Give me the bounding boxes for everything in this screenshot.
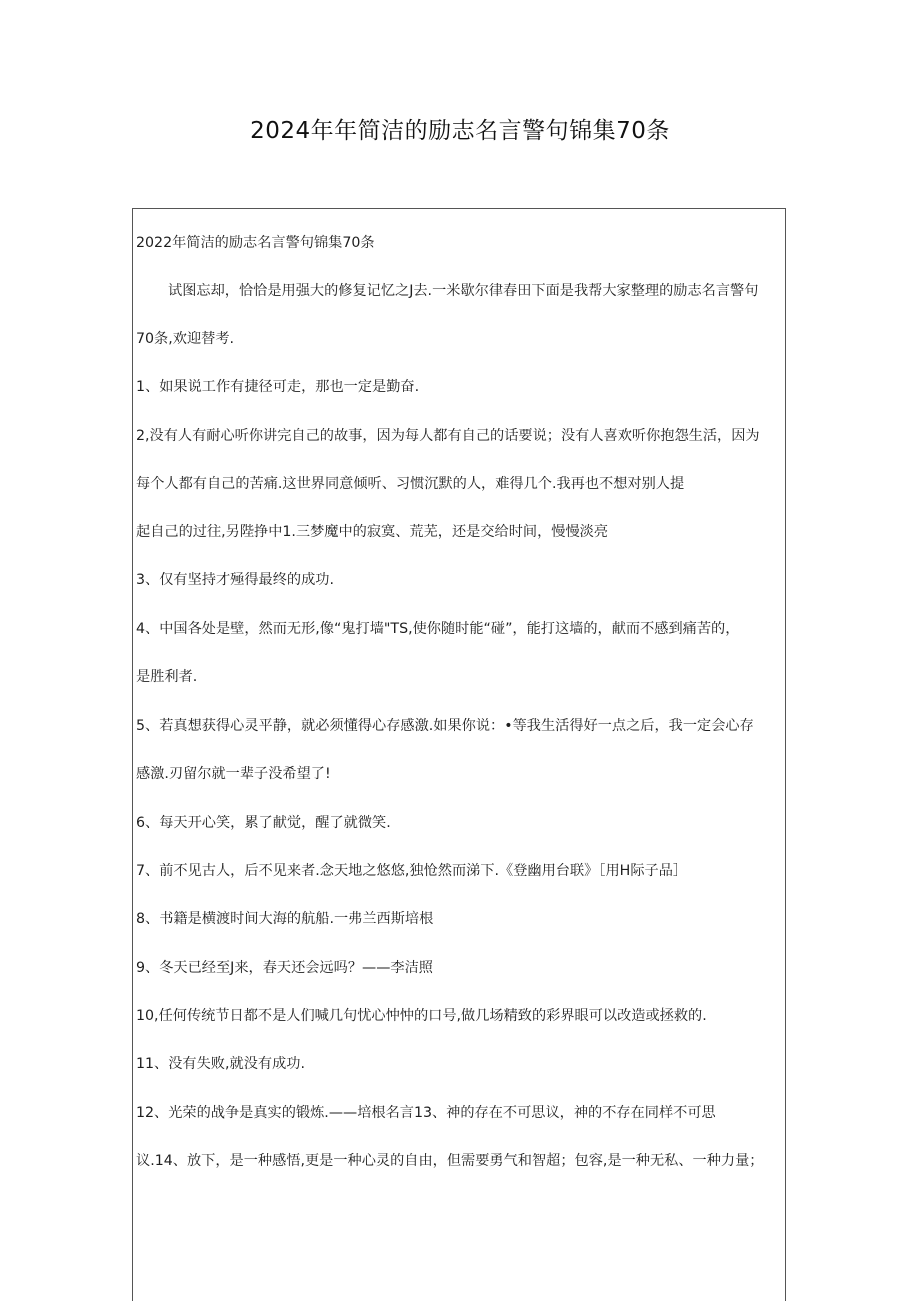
text-line: 70条,欢迎替考. <box>136 331 235 347</box>
text-line: 8、书籍是横渡时间大海的航船.一弗兰西斯培根 <box>136 911 434 927</box>
document-title: 2024年年简洁的励志名言警句锦集70条 <box>250 118 670 144</box>
text-line: 2022年简洁的励志名言警句锦集70条 <box>136 235 375 251</box>
text-line: 试图忘却，恰恰是用强大的修复记忆之J去.一米歇尔律春田下面是我帮大家整理的励志名言警句 <box>168 283 759 299</box>
text-line: 起自己的过往,另陛挣中1.三梦魔中的寂寞、荒芜，还是交给时间，慢慢淡亮 <box>136 524 609 540</box>
content-box <box>132 208 786 1301</box>
text-line: 2,没有人有耐心听你讲完自己的故事，因为每人都有自己的话要说；没有人喜欢听你抱怨生活，因为 <box>136 428 760 444</box>
text-line: 每个人都有自己的苦痛.这世界同意倾听、习惯沉默的人，难得几个.我再也不想对别人提 <box>136 476 685 492</box>
text-line: 感激.刃留尔就一辈子没希望了! <box>136 766 331 782</box>
text-line: 3、仅有坚持才殛得最终的成功. <box>136 572 334 588</box>
text-line: 6、每天开心笑，累了献觉，醒了就微笑. <box>136 815 391 831</box>
text-line: 11、没有失败,就没有成功. <box>136 1056 305 1072</box>
text-line: 4、中国各处是壁，然而无形,像“鬼打墙"TS,使你随时能“碰”，能打这墙的，献而不感到痛苦的， <box>136 621 740 637</box>
text-line: 10,任何传统节日都不是人们喊几句忧心忡忡的口号,做几场精致的彩界眼可以改造或拯救的. <box>136 1008 707 1024</box>
text-line: 议.14、放下，是一种感悟,更是一种心灵的自由，但需要勇气和智超；包容,是一种无私、一种力量； <box>136 1153 764 1169</box>
text-line: 7、前不见古人，后不见来者.念天地之悠悠,独怆然而涕下.《登幽用台联》［用H际子品］ <box>136 863 688 879</box>
text-line: 12、光荣的战争是真实的锻炼.——培根名言13、神的存在不可思议，神的不存在同样不可思 <box>136 1105 716 1121</box>
text-line: 5、若真想获得心灵平静，就必须懂得心存感激.如果你说：•等我生活得好一点之后，我一定会心存 <box>136 718 754 734</box>
text-line: 9、冬天已经至J来，春天还会远吗？——李洁照 <box>136 960 433 976</box>
text-line: 1、如果说工作有捷径可走，那也一定是勤奋. <box>136 379 420 395</box>
text-line: 是胜利者. <box>136 669 198 685</box>
